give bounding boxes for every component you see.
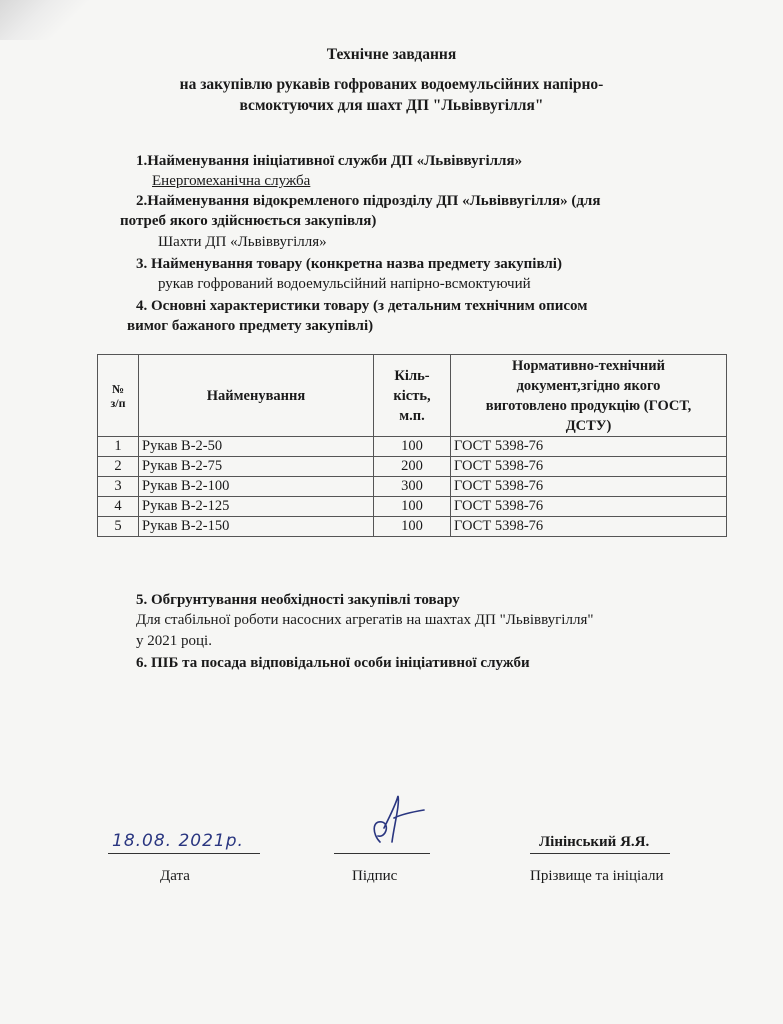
- row-standard: ГОСТ 5398-76: [451, 497, 727, 517]
- section-3-value: рукав гофрований водоемульсійний напірно-всмоктуючий: [158, 276, 531, 292]
- row-standard: ГОСТ 5398-76: [451, 477, 727, 497]
- name-label: Прізвище та ініціали: [530, 868, 664, 884]
- section-6-title: 6. ПІБ та посада відповідальної особи ініціативної служби: [136, 655, 530, 671]
- row-name: Рукав В-2-50: [139, 437, 374, 457]
- doc-title: Технічне завдання: [326, 46, 457, 63]
- table-row: [98, 497, 727, 517]
- doc-subtitle-line1: на закупівлю рукавів гофрованих водоемульсійних напірно-: [179, 76, 604, 93]
- name-line: [530, 853, 670, 854]
- section-5-title: 5. Обгрунтування необхідності закупівлі товару: [136, 592, 460, 608]
- row-quantity: 100: [374, 437, 451, 457]
- row-standard: ГОСТ 5398-76: [451, 457, 727, 477]
- row-number: 5: [98, 517, 139, 537]
- section-1-value: Енергомеханічна служба: [152, 173, 311, 189]
- column-header-name: Найменування: [139, 355, 374, 437]
- section-4-title-line2: вимог бажаного предмету закупівлі): [127, 318, 374, 334]
- section-2-title-line2: потреб якого здійснюється закупівля): [120, 213, 377, 229]
- handwritten-date: 18.08. 2021р.: [112, 831, 244, 851]
- row-quantity: 200: [374, 457, 451, 477]
- specification-table: [97, 354, 727, 537]
- section-2-value: Шахти ДП «Львіввугілля»: [158, 234, 327, 250]
- section-5-value-line2: у 2021 році.: [136, 633, 212, 649]
- row-quantity: 300: [374, 477, 451, 497]
- column-header-quantity: Кіль- кість, м.п.: [374, 355, 451, 437]
- row-name: Рукав В-2-150: [139, 517, 374, 537]
- row-name: Рукав В-2-75: [139, 457, 374, 477]
- section-2-title-line1: 2.Найменування відокремленого підрозділу ДП «Львіввугілля» (для: [136, 193, 601, 209]
- signature-line: [334, 853, 430, 854]
- column-header-number: № з/п: [98, 355, 139, 437]
- date-label: Дата: [160, 868, 190, 884]
- table-row: [98, 477, 727, 497]
- table-row: [98, 517, 727, 537]
- table-row: [98, 457, 727, 477]
- section-1-title: 1.Найменування ініціативної служби ДП «Львіввугілля»: [136, 153, 523, 169]
- row-name: Рукав В-2-125: [139, 497, 374, 517]
- column-header-standard: Нормативно-технічний документ,згідно якого виготовлено продукцію (ГОСТ, ДСТУ): [451, 355, 727, 437]
- row-standard: ГОСТ 5398-76: [451, 517, 727, 537]
- scan-corner-shadow: [0, 0, 90, 40]
- row-number: 3: [98, 477, 139, 497]
- section-3-title: 3. Найменування товару (конкретна назва предмету закупівлі): [136, 256, 562, 272]
- row-quantity: 100: [374, 497, 451, 517]
- row-name: Рукав В-2-100: [139, 477, 374, 497]
- table-row: [98, 437, 727, 457]
- row-quantity: 100: [374, 517, 451, 537]
- signature-label: Підпис: [352, 868, 398, 884]
- signature-image: [350, 790, 440, 856]
- row-number: 2: [98, 457, 139, 477]
- row-number: 4: [98, 497, 139, 517]
- responsible-name: Лінінський Я.Я.: [539, 834, 650, 850]
- row-standard: ГОСТ 5398-76: [451, 437, 727, 457]
- row-number: 1: [98, 437, 139, 457]
- table-header-row: [98, 355, 727, 437]
- doc-subtitle-line2: всмоктуючих для шахт ДП "Львіввугілля": [239, 97, 544, 114]
- section-4-title-line1: 4. Основні характеристики товару (з детальним технічним описом: [136, 298, 588, 314]
- date-line: [108, 853, 260, 854]
- section-5-value-line1: Для стабільної роботи насосних агрегатів на шахтах ДП "Львіввугілля": [136, 612, 594, 628]
